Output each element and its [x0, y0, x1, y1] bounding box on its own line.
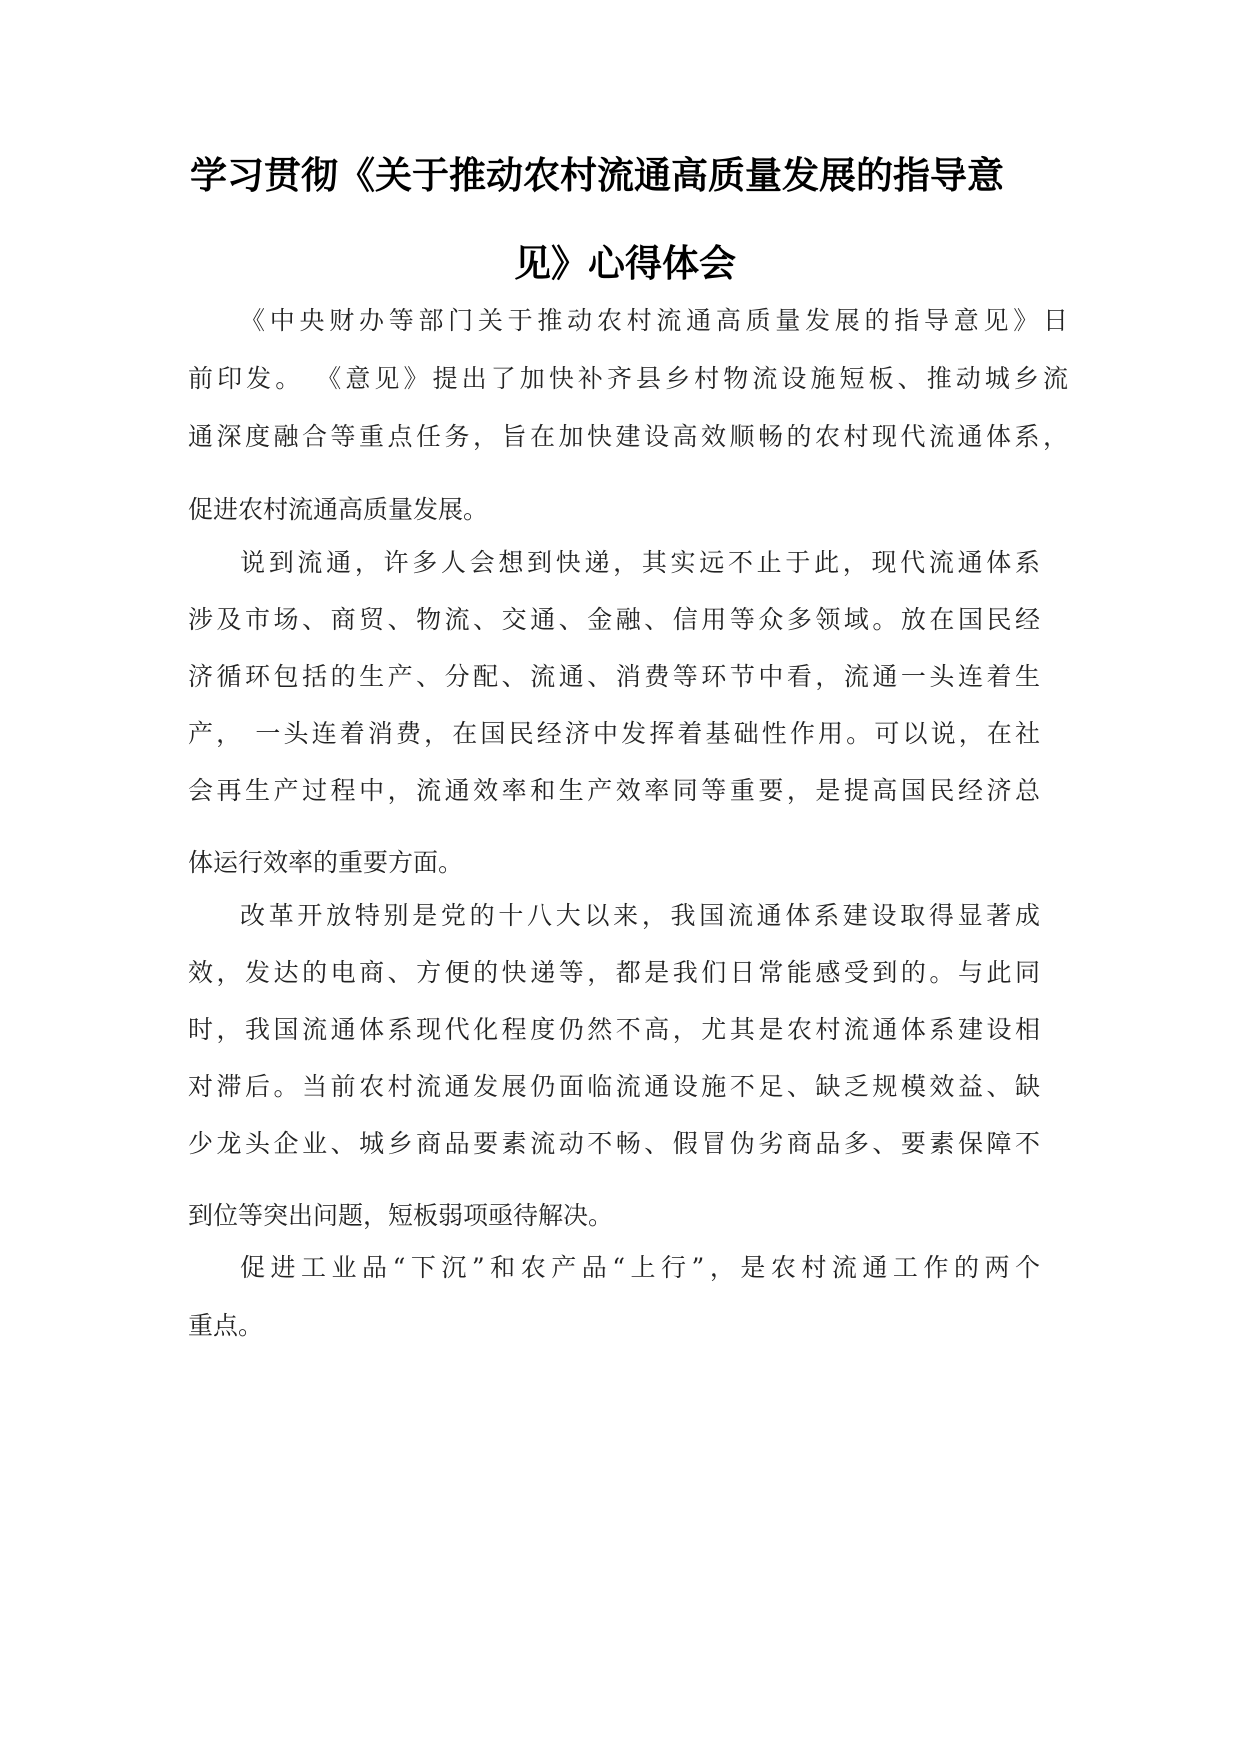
- paragraph-3-line-2: 效，发达的电商、方便的快递等，都是我们日常能感受到的。与此同: [188, 958, 1040, 987]
- paragraph-1-line-4: 促进农村流通高质量发展。: [188, 495, 489, 524]
- paragraph-2-line-4: 产， 一头连着消费，在国民经济中发挥着基础性作用。可以说，在社: [188, 719, 1040, 748]
- paragraph-4-line-1: 促进工业品“下沉”和农产品“上行”，是农村流通工作的两个: [240, 1253, 1040, 1282]
- paragraph-1-line-2: 前印发。 《意见》提出了加快补齐县乡村物流设施短板、推动城乡流: [188, 364, 1068, 393]
- paragraph-2-line-2: 涉及市场、商贸、物流、交通、金融、信用等众多领域。放在国民经: [188, 605, 1040, 634]
- paragraph-2-line-3: 济循环包括的生产、分配、流通、消费等环节中看，流通一头连着生: [188, 662, 1040, 691]
- document-title-line-2: 见》心得体会: [514, 242, 736, 285]
- paragraph-4-line-2: 重点。: [188, 1311, 264, 1340]
- paragraph-1-line-1: 《中央财办等部门关于推动农村流通高质量发展的指导意见》日: [240, 306, 1068, 335]
- paragraph-2-line-6: 体运行效率的重要方面。: [188, 848, 464, 877]
- paragraph-1-line-3: 通深度融合等重点任务，旨在加快建设高效顺畅的农村现代流通体系，: [188, 422, 1068, 451]
- paragraph-3-line-4: 对滞后。当前农村流通发展仍面临流通设施不足、缺乏规模效益、缺: [188, 1072, 1040, 1101]
- paragraph-3-line-3: 时，我国流通体系现代化程度仍然不高，尤其是农村流通体系建设相: [188, 1015, 1040, 1044]
- paragraph-2-line-5: 会再生产过程中，流通效率和生产效率同等重要，是提高国民经济总: [188, 776, 1040, 805]
- document-title-line-1: 学习贯彻《关于推动农村流通高质量发展的指导意: [190, 154, 1004, 197]
- paragraph-3-line-1: 改革开放特别是党的十八大以来，我国流通体系建设取得显著成: [240, 901, 1040, 930]
- paragraph-2-line-1: 说到流通，许多人会想到快递，其实远不止于此，现代流通体系: [240, 548, 1040, 577]
- paragraph-3-line-6: 到位等突出问题，短板弱项亟待解决。: [188, 1201, 614, 1230]
- paragraph-3-line-5: 少龙头企业、城乡商品要素流动不畅、假冒伪劣商品多、要素保障不: [188, 1129, 1040, 1158]
